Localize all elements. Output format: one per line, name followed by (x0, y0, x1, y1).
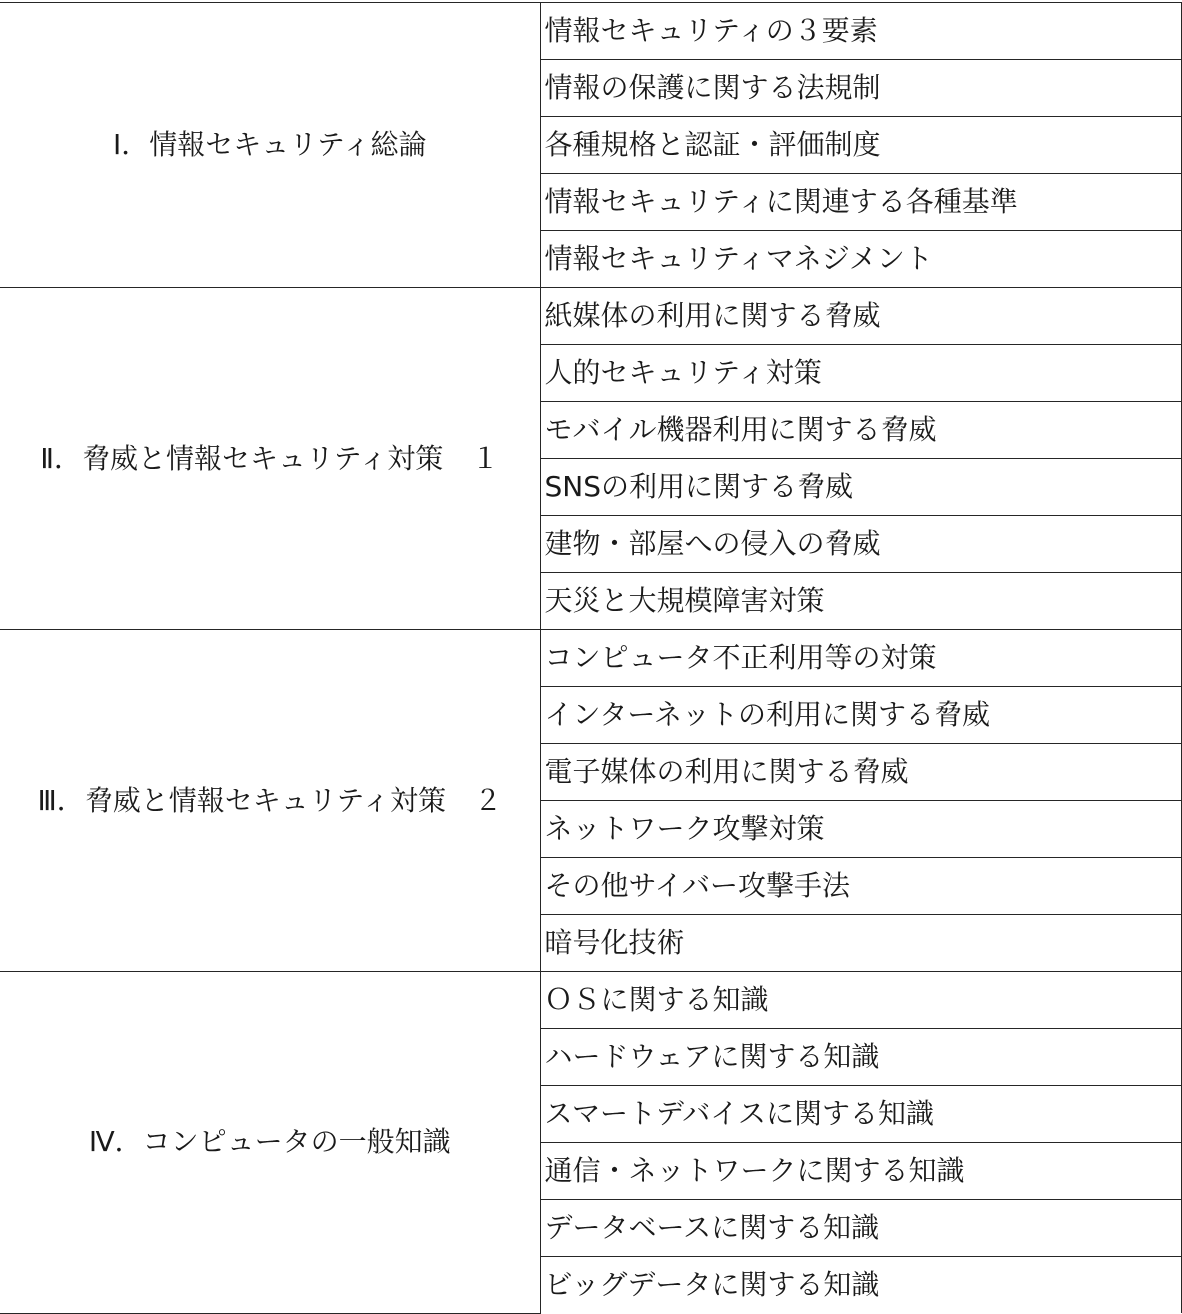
topic-item: 通信・ネットワークに関する知識 (540, 1143, 1182, 1200)
section-title: Ⅰ．情報セキュリティ総論 (0, 3, 540, 288)
section-title: Ⅱ．脅威と情報セキュリティ対策 １ (0, 288, 540, 630)
topic-item: スマートデバイスに関する知識 (540, 1086, 1182, 1143)
topic-item: データベースに関する知識 (540, 1200, 1182, 1257)
topic-item: 情報セキュリティの３要素 (540, 3, 1182, 60)
table-row (0, 3, 1182, 60)
topic-item: コンピュータ不正利用等の対策 (540, 630, 1182, 687)
topic-item: モバイル機器利用に関する脅威 (540, 402, 1182, 459)
topic-item: 天災と大規模障害対策 (540, 573, 1182, 630)
topic-item: ハードウェアに関する知識 (540, 1029, 1182, 1086)
topic-item: ＯＳに関する知識 (540, 972, 1182, 1029)
topic-item: 各種規格と認証・評価制度 (540, 117, 1182, 174)
table-row (0, 288, 1182, 345)
topic-item: 暗号化技術 (540, 915, 1182, 972)
section-title: Ⅳ．コンピュータの一般知識 (0, 972, 540, 1314)
topic-item: 情報セキュリティに関連する各種基準 (540, 174, 1182, 231)
syllabus-body (0, 3, 1182, 1314)
syllabus-table (0, 2, 1182, 1314)
section-title: Ⅲ．脅威と情報セキュリティ対策 ２ (0, 630, 540, 972)
topic-item: その他サイバー攻撃手法 (540, 858, 1182, 915)
topic-item: ビッグデータに関する知識 (540, 1257, 1182, 1314)
topic-item: 情報の保護に関する法規制 (540, 60, 1182, 117)
table-row (0, 630, 1182, 687)
topic-item: 情報セキュリティマネジメント (540, 231, 1182, 288)
topic-item: 電子媒体の利用に関する脅威 (540, 744, 1182, 801)
topic-item: インターネットの利用に関する脅威 (540, 687, 1182, 744)
topic-item: SNSの利用に関する脅威 (540, 459, 1182, 516)
topic-item: 建物・部屋への侵入の脅威 (540, 516, 1182, 573)
topic-item: ネットワーク攻撃対策 (540, 801, 1182, 858)
table-row (0, 972, 1182, 1029)
topic-item: 人的セキュリティ対策 (540, 345, 1182, 402)
topic-item: 紙媒体の利用に関する脅威 (540, 288, 1182, 345)
